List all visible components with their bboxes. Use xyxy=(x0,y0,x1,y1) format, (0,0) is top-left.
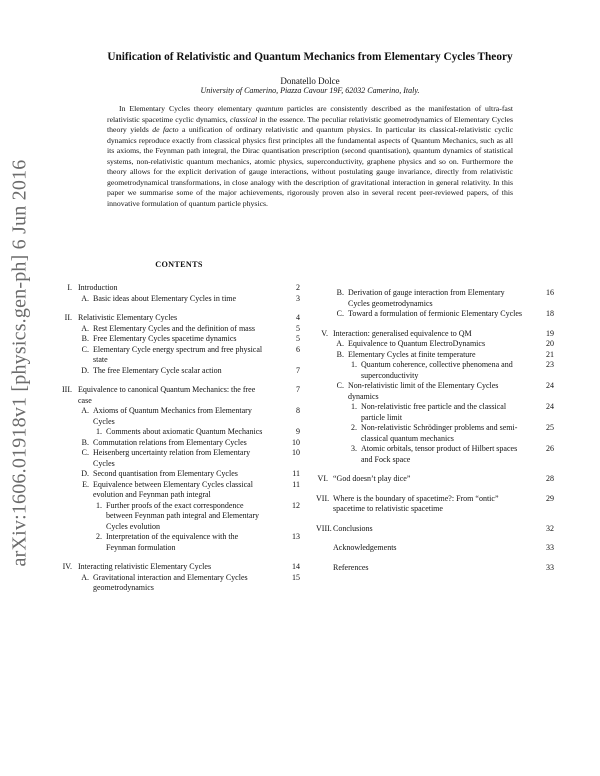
toc-entry-title: Equivalence between Elementary Cycles classical evolution and Feynman path integral xyxy=(93,479,253,499)
toc-entry-title: Quantum coherence, collective phenomena and superconductivity xyxy=(361,360,513,380)
toc-entry-number: III. xyxy=(62,385,72,394)
toc-entry-page: 19 xyxy=(546,328,554,338)
toc-entry-page: 14 xyxy=(292,562,300,571)
toc-entry[interactable] xyxy=(316,402,554,423)
toc-entry-title: The free Elementary Cycle scalar action xyxy=(93,365,222,375)
toc-entry-page: 10 xyxy=(292,437,300,447)
toc-entry-title: Elementary Cycles at finite temperature xyxy=(348,349,476,359)
toc-entry-page: 6 xyxy=(296,344,300,354)
toc-entry-number: B. xyxy=(336,349,344,359)
toc-entry-page: 7 xyxy=(296,385,300,394)
toc-entry[interactable] xyxy=(60,562,300,573)
toc-entry[interactable] xyxy=(60,438,300,449)
author-affiliation: University of Camerino, Piazza Cavour 19F, 62032 Camerino, Italy. xyxy=(200,86,420,95)
toc-entry-title: Non-relativistic free particle and the classical particle limit xyxy=(361,402,507,422)
toc-entry-number: 1. xyxy=(351,360,357,369)
toc-entry-title: Conclusions xyxy=(333,523,373,533)
toc-entry[interactable] xyxy=(60,385,300,406)
toc-entry[interactable] xyxy=(316,494,554,515)
toc-entry-page: 23 xyxy=(546,360,554,369)
paper-title: Unification of Relativistic and Quantum Mechanics from Elementary Cycles Theory xyxy=(107,51,513,63)
toc-entry-title: Toward a formulation of fermionic Elementary Cycles xyxy=(348,309,523,318)
toc-entry-number: VII. xyxy=(316,493,330,503)
toc-entry-number: VIII. xyxy=(316,523,332,533)
toc-entry-title: Comments about axiomatic Quantum Mechanics xyxy=(106,427,263,436)
toc-entry-page: 32 xyxy=(546,523,554,533)
toc-entry-number: I. xyxy=(67,283,72,292)
toc-entry-title: Gravitational interaction and Elementary Cycles geometrodynamics xyxy=(93,572,248,592)
toc-entry-number: C. xyxy=(81,448,89,457)
toc-entry-page: 33 xyxy=(546,562,554,572)
author-name: Donatello Dolce xyxy=(280,76,340,86)
toc-entry[interactable] xyxy=(316,381,554,402)
toc-entry-title: Interpretation of the equivalence with the Feynman formulation xyxy=(106,532,239,552)
toc-entry-number: C. xyxy=(336,381,344,390)
toc-entry-page: 9 xyxy=(296,427,300,436)
toc-entry-title: Heisenberg uncertainty relation from Elementary Cycles xyxy=(93,448,251,468)
toc-entry-number: 2. xyxy=(96,532,102,541)
toc-entry-number: V. xyxy=(321,328,328,338)
toc-entry[interactable] xyxy=(316,563,554,574)
toc-entry[interactable] xyxy=(60,427,300,438)
toc-entry[interactable] xyxy=(60,406,300,427)
abstract-segment: quantum xyxy=(255,104,284,113)
toc-entry-number: 2. xyxy=(351,423,357,432)
toc-left-column xyxy=(60,283,300,594)
toc-entry-number: D. xyxy=(81,365,89,375)
toc-entry-number: B. xyxy=(81,334,89,343)
toc-entry-page: 11 xyxy=(292,469,300,478)
toc-entry-page: 24 xyxy=(546,381,554,390)
toc-entry-page: 8 xyxy=(296,406,300,415)
toc-entry-title: Non-relativistic Schrödinger problems and semi-classical quantum mechanics xyxy=(361,423,518,443)
toc-entry-title: Interacting relativistic Elementary Cycles xyxy=(78,562,212,571)
toc-entry-title: Atomic orbitals, tensor product of Hilbert spaces and Fock space xyxy=(361,444,518,464)
toc-entry-page: 15 xyxy=(292,572,300,582)
toc-entry[interactable] xyxy=(60,501,300,533)
toc-entry-title: Second quantisation from Elementary Cycles xyxy=(93,469,238,478)
toc-entry-title: Relativistic Elementary Cycles xyxy=(78,313,178,322)
abstract-segment: particles are consistently described as the manifestation of ultra-fast relativistic spacetime cyclic dynamics, xyxy=(107,104,514,124)
abstract-segment: In Elementary Cycles theory elementary xyxy=(119,104,256,113)
toc-entry-title: Interaction: generalised equivalence to QM xyxy=(333,328,472,338)
toc-entry-number: A. xyxy=(81,323,89,333)
toc-entry-title: Basic ideas about Elementary Cycles in time xyxy=(93,293,237,303)
arxiv-stamp xyxy=(0,143,40,583)
toc-entry-number: A. xyxy=(81,293,89,303)
toc-entry[interactable] xyxy=(316,524,554,535)
toc-entry[interactable] xyxy=(316,329,554,340)
toc-entry-page: 4 xyxy=(296,313,300,322)
toc-entry-title: Equivalence to Quantum ElectroDynamics xyxy=(348,339,486,348)
abstract-segment: de facto xyxy=(152,125,179,135)
toc-entry-page: 28 xyxy=(546,474,554,483)
toc-entry-page: 29 xyxy=(546,493,554,503)
toc-entry[interactable] xyxy=(316,339,554,350)
toc-entry-number: VI. xyxy=(317,474,328,483)
toc-entry-page: 10 xyxy=(292,448,300,457)
toc-entry-page: 21 xyxy=(546,349,554,359)
toc-entry-page: 11 xyxy=(292,479,300,489)
abstract-segment: a unification of ordinary relativistic and quantum physics. In particular its classical-relativistic cyclic dynamics reproduce exactly from classical physics first principles all the fundamental aspects of Quantum Mechanics, such as all its axioms, the Feynman path integral, the Dirac quantisation prescription (second quantisation), quantum dynamics of statistical systems, non-relativistic quantum mechanics, atomic physics, superconductivity, graphene physics and so on. Furthermore the theory allows for the explicit derivation of gauge interactions, without postulating gauge invariance, directly from relativistic geometrodynamical transformations, in close analogy with the description of gravitational interaction in general relativity. In this paper we summarise some of the major achievements, rigorously proven also in several recent peer-reviewed papers, of this innovative formulation of quantum particle physics. xyxy=(107,125,514,208)
toc-entry-title: Commutation relations from Elementary Cycles xyxy=(93,437,247,447)
arxiv-identifier: arXiv:1606.01918v1 [physics.gen-ph] 6 Jun 2016 xyxy=(8,159,31,567)
toc-entry-title: Introduction xyxy=(78,283,118,292)
toc-entry-number: 1. xyxy=(96,427,102,436)
toc-entry[interactable] xyxy=(60,448,300,469)
toc-entry-number: E. xyxy=(82,479,89,489)
toc-entry-page: 25 xyxy=(546,423,554,432)
toc-entry[interactable] xyxy=(316,423,554,444)
toc-entry-number: II. xyxy=(64,313,72,322)
toc-entry-title: Derivation of gauge interaction from Elementary Cycles geometrodynamics xyxy=(348,288,505,308)
toc-entry-title: Elementary Cycle energy spectrum and free physical state xyxy=(93,344,263,364)
toc-entry-number: B. xyxy=(336,288,344,297)
toc-entry[interactable] xyxy=(60,313,300,324)
abstract-segment: in the essence. The peculiar relativistic geometrodynamics of Elementary Cycles theory yields xyxy=(107,114,513,135)
toc-entry-page: 20 xyxy=(546,339,554,348)
toc-entry-page: 26 xyxy=(546,444,554,453)
toc-entry-title: Non-relativistic limit of the Elementary Cycles dynamics xyxy=(348,381,499,401)
toc-entry[interactable] xyxy=(316,360,554,381)
toc-entry-number: A. xyxy=(81,572,89,582)
toc-entry-number: A. xyxy=(336,339,344,348)
toc-entry[interactable] xyxy=(60,294,300,305)
toc-entry[interactable] xyxy=(316,288,554,309)
toc-entry-number: IV. xyxy=(62,562,72,571)
toc-entry-page: 12 xyxy=(292,500,300,510)
toc-entry[interactable] xyxy=(60,480,300,501)
toc-entry-title: Free Elementary Cycles spacetime dynamics xyxy=(93,334,237,343)
toc-entry-page: 3 xyxy=(296,293,300,303)
toc-entry-page: 5 xyxy=(296,334,300,343)
toc-entry[interactable] xyxy=(60,366,300,377)
toc-entry-title: “God doesn’t play dice” xyxy=(333,474,411,483)
toc-entry-page: 13 xyxy=(292,532,300,541)
toc-entry[interactable] xyxy=(60,532,300,553)
toc-entry-title: Equivalence to canonical Quantum Mechanics: the free case xyxy=(78,385,256,405)
toc-entry-number: B. xyxy=(81,437,89,447)
toc-entry[interactable] xyxy=(316,309,554,320)
toc-entry[interactable] xyxy=(60,573,300,594)
toc-entry-number: C. xyxy=(81,344,89,354)
toc-right-column xyxy=(316,288,554,573)
toc-entry-page: 5 xyxy=(296,323,300,333)
toc-entry-number: C. xyxy=(336,309,344,318)
toc-entry-page: 7 xyxy=(296,365,300,375)
toc-entry-number: A. xyxy=(81,406,89,415)
toc-entry-number: 1. xyxy=(351,402,357,411)
toc-entry-number: D. xyxy=(81,469,89,478)
toc-entry-title: Axioms of Quantum Mechanics from Elementary Cycles xyxy=(93,406,252,426)
toc-entry-title: Acknowledgements xyxy=(333,543,397,552)
toc-entry-page: 16 xyxy=(546,288,554,297)
toc-entry-number: 1. xyxy=(96,500,102,510)
toc-entry[interactable] xyxy=(60,334,300,345)
toc-entry-page: 18 xyxy=(546,309,554,318)
toc-entry[interactable] xyxy=(316,444,554,465)
toc-entry-page: 2 xyxy=(296,283,300,292)
toc-entry[interactable] xyxy=(60,324,300,335)
toc-entry-page: 33 xyxy=(546,543,554,552)
toc-entry[interactable] xyxy=(316,350,554,361)
toc-entry-title: Rest Elementary Cycles and the definition of mass xyxy=(93,323,255,333)
toc-entry[interactable] xyxy=(60,283,300,294)
abstract-segment: classical xyxy=(230,114,258,124)
contents-heading: CONTENTS xyxy=(155,260,203,269)
toc-entry[interactable] xyxy=(60,345,300,366)
toc-entry[interactable] xyxy=(316,543,554,554)
toc-entry[interactable] xyxy=(316,474,554,485)
toc-entry-title: Further proofs of the exact correspondence between Feynman path integral and Elementary Cycles evolution xyxy=(106,500,260,531)
toc-entry-number: 3. xyxy=(351,444,357,453)
toc-entry[interactable] xyxy=(60,469,300,480)
toc-entry-title: References xyxy=(333,562,369,572)
toc-entry-page: 24 xyxy=(546,402,554,411)
abstract xyxy=(107,104,513,209)
toc-entry-title: Where is the boundary of spacetime?: From “ontic” spacetime to relativistic spacetime xyxy=(333,493,499,513)
